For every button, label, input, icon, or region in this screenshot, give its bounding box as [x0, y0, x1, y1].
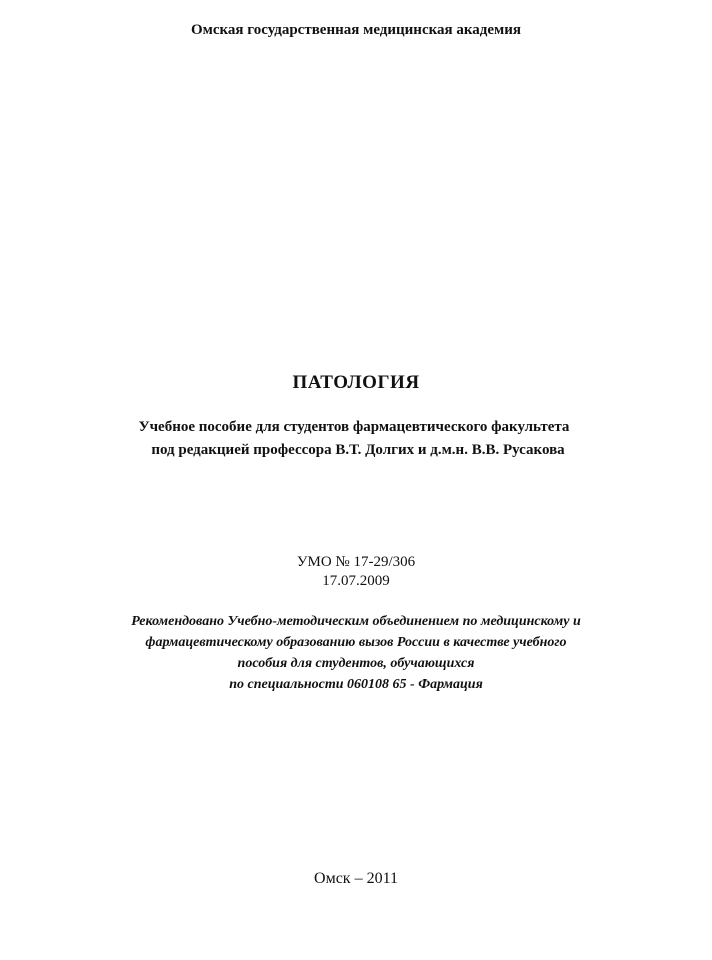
- subtitle-line: Учебное пособие для студентов фармацевтического факультета: [138, 419, 570, 435]
- recommendation-line: Рекомендовано Учебно-методическим объединением по медицинскому и: [131, 614, 581, 629]
- recommendation-line: фармацевтическому образованию вызов России в качестве учебного: [145, 635, 567, 650]
- book-title: ПАТОЛОГИЯ: [292, 372, 420, 393]
- institution-name: Омская государственная медицинская академия: [190, 22, 522, 38]
- recommendation-line: по специальности 060108 65 - Фармация: [229, 677, 483, 692]
- recommendation-line: пособия для студентов, обучающихся: [237, 656, 475, 671]
- umo-number: УМО № 17-29/306: [296, 554, 416, 570]
- umo-date: 17.07.2009: [322, 573, 390, 589]
- place-year: Омск – 2011: [314, 870, 398, 887]
- subtitle-line: под редакцией профессора В.Т. Долгих и д.м.н. В.В. Русакова: [151, 442, 565, 458]
